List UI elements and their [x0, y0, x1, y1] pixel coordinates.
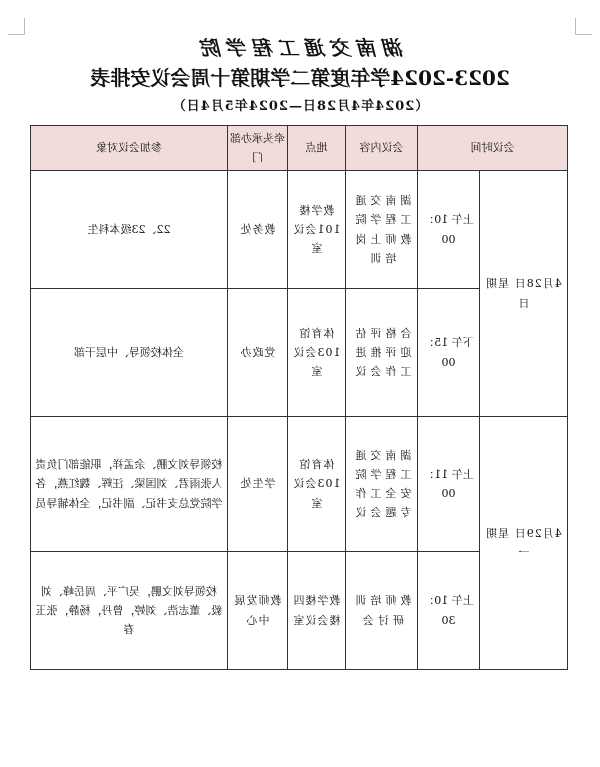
host-department: 教师发展中心 [228, 552, 288, 670]
host-department: 党政办 [228, 289, 288, 417]
document-title: 2023-2024学年度第二学期第十周会议安排表 [90, 66, 510, 90]
meeting-date: 4月28日 星期日 [480, 171, 568, 417]
host-department: 学生处 [228, 417, 288, 552]
meeting-time: 下午 15：00 [418, 289, 480, 417]
meeting-location: 体育馆103会议室 [288, 417, 346, 552]
table-row [31, 417, 568, 552]
meeting-content: 湖南交通工程学院教师上岗培训 [346, 171, 418, 289]
meeting-time: 上午 10：30 [418, 552, 480, 670]
meeting-location: 教学楼四楼会议室 [288, 552, 346, 670]
date-range-subtitle: （2024年4月28日—2024年5月4日） [171, 99, 429, 114]
header-attendees: 参加会议对象 [31, 126, 228, 171]
meeting-time: 上午 10：00 [418, 171, 480, 289]
school-name: 湖南交通工程学院 [196, 36, 404, 60]
header-location: 地点 [288, 126, 346, 171]
attendees: 全体校领导、中层干部 [31, 289, 228, 417]
header-meeting-time: 会议时间 [418, 126, 568, 171]
meeting-location: 体育馆103会议室 [288, 289, 346, 417]
meeting-content: 教师培训研讨会 [346, 552, 418, 670]
header-host-department: 牵头承办部门 [228, 126, 288, 171]
meeting-location: 教学楼101会议室 [288, 171, 346, 289]
meeting-content: 湖南交通工程学院安全工作专题会议 [346, 417, 418, 552]
table-row [31, 171, 568, 289]
meeting-date: 4月29日 星期一 [480, 417, 568, 670]
attendees: 校领导刘文鹏、余孟祥，职能部门负责人张雨君、刘国梁、汪辉、魏红燕，各学院党总支书记、副书记，全体辅导员 [31, 417, 228, 552]
meeting-schedule-table [30, 125, 568, 670]
meeting-content: 合格评估迎评推进工作会议 [346, 289, 418, 417]
table-header-row [31, 126, 568, 171]
attendees: 22、23级本科生 [31, 171, 228, 289]
host-department: 教务处 [228, 171, 288, 289]
meeting-time: 上午 11：00 [418, 417, 480, 552]
attendees: 校领导刘文鹏，吴广平、周岳峰、刘毅、董志浩、刘婷，曾丹，杨静，张玉春 [31, 552, 228, 670]
header-meeting-content: 会议内容 [346, 126, 418, 171]
